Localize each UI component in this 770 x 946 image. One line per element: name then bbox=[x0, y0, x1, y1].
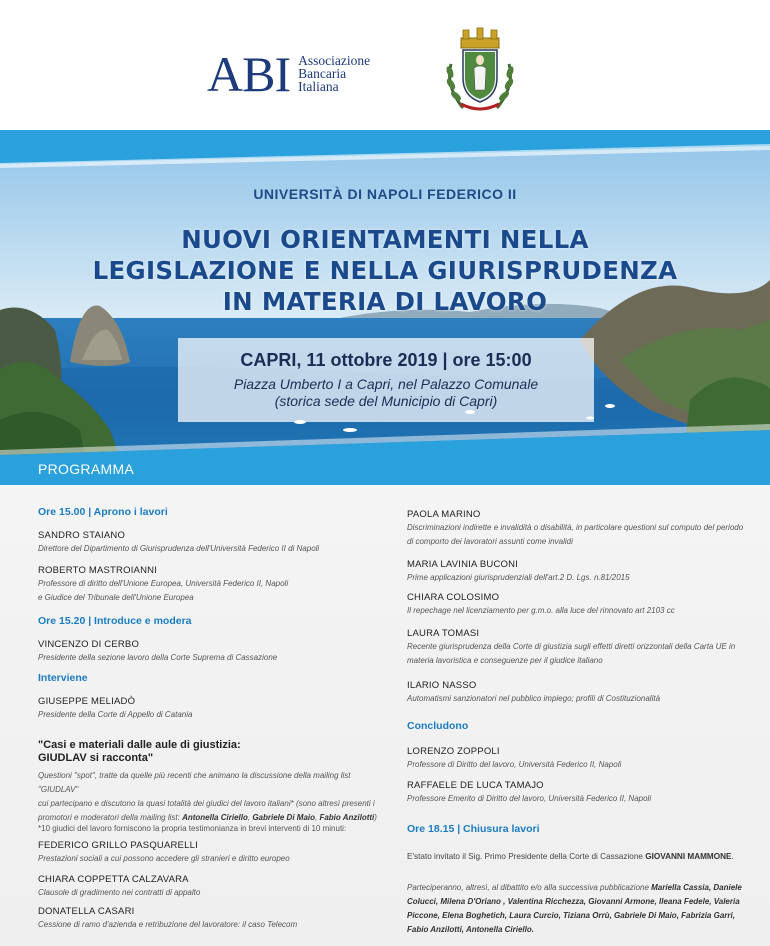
programma-heading: PROGRAMMA bbox=[38, 461, 135, 477]
judges-note: *10 giudici del lavoro forniscono la propria testimonianza in brevi interventi di 10 minuti: bbox=[38, 824, 347, 833]
speaker-role: Professore Emerito di Diritto del lavoro, Università Federico II, Napoli bbox=[407, 794, 652, 803]
participants-names: Fabio Anzilotti, Antonella Ciriello. bbox=[407, 925, 534, 934]
participants-line bbox=[407, 881, 747, 895]
section-concludono: Concludono bbox=[407, 720, 469, 732]
speaker-role: Presidente della sezione lavoro della Corte Suprema di Cassazione bbox=[38, 653, 278, 662]
event-info-box bbox=[178, 338, 594, 422]
speaker-role-line: e Giudice del Tribunale dell'Unione Europea bbox=[38, 593, 194, 602]
giudlav-heading-line2: GIUDLAV si racconta" bbox=[38, 752, 154, 764]
participants-names: Colucci, Milena D'Oriano , Valentina Ricchezza, Giovanni Armone, Ileana Fedele, Valeria bbox=[407, 897, 740, 906]
speaker-name: VINCENZO DI CERBO bbox=[38, 639, 140, 650]
speaker-topic-line: Discriminazioni indirette e invalidità o disabilità, in particolare questioni sul computo del periodo bbox=[407, 523, 744, 532]
event-title bbox=[0, 224, 770, 317]
capri-crest-icon bbox=[441, 24, 519, 116]
speaker-name: SANDRO STAIANO bbox=[38, 530, 126, 541]
moderator-name: Gabriele Di Maio bbox=[252, 813, 315, 822]
giudlav-heading-line1: "Casi e materiali dalle aule di giustizia: bbox=[38, 739, 241, 751]
event-place bbox=[178, 376, 594, 410]
speaker-topic bbox=[407, 521, 747, 549]
speaker-topic: Prestazioni sociali a cui possono accedere gli stranieri e diritto europeo bbox=[38, 854, 290, 863]
participants-names: Mariella Cassia, Daniele bbox=[651, 883, 742, 892]
abi-logo bbox=[207, 46, 371, 102]
speaker-topic: Automatismi sanzionatori nel pubblico impiego; profili di Costituzionalità bbox=[407, 694, 661, 703]
program-content bbox=[0, 485, 770, 946]
giudlav-heading bbox=[38, 739, 380, 765]
speaker-topic: Clausole di gradimento nei contratti di appalto bbox=[38, 888, 201, 897]
speaker-topic-line: materia lavoristica e conseguenze per il giudice italiano bbox=[407, 656, 603, 665]
speaker-topic: Cessione di ramo d'azienda e retribuzione del lavoratore: il caso Telecom bbox=[38, 920, 298, 929]
speaker-topic-line: di comporto dei lavoratori assunti come invalidi bbox=[407, 537, 573, 546]
speaker-topic: Prime applicazioni giurisprudenziali dell'art.2 D. Lgs. n.81/2015 bbox=[407, 573, 630, 582]
speaker-role: Presidente della Corte di Appello di Catania bbox=[38, 710, 193, 719]
abi-logo-line1: Associazione bbox=[298, 53, 371, 68]
participants-text bbox=[407, 881, 747, 937]
section-introduce: Ore 15.20 | Introduce e modera bbox=[38, 615, 192, 627]
hero-banner bbox=[0, 130, 770, 485]
speaker-role-line: Professore di diritto dell'Unione Europea, Università Federico II, Napoli bbox=[38, 579, 289, 588]
abi-logo-line2: Bancaria bbox=[298, 66, 347, 81]
abi-logo-text bbox=[298, 54, 370, 93]
event-place-line2: (storica sede del Municipio di Capri) bbox=[274, 393, 498, 409]
speaker-name: MARIA LAVINIA BUCONI bbox=[407, 559, 518, 570]
speaker-name: ROBERTO MASTROIANNI bbox=[38, 565, 158, 576]
speaker-role: Direttore del Dipartimento di Giurisprudenza dell'Università Federico II di Napoli bbox=[38, 544, 320, 553]
speaker-role: Professore di Diritto del lavoro, Università Federico II, Napoli bbox=[407, 760, 622, 769]
header bbox=[0, 0, 770, 130]
participants-names: Piccone, Elena Boghetich, Laura Curcio, Tiziana Orrù, Gabriele Di Maio, Fabrizia Garri, bbox=[407, 911, 735, 920]
abi-logo-line3: Italiana bbox=[298, 79, 339, 94]
invitation-suffix: . bbox=[731, 852, 734, 861]
speaker-role bbox=[38, 577, 380, 605]
speaker-name: CHIARA COLOSIMO bbox=[407, 592, 500, 603]
speaker-topic bbox=[407, 640, 747, 668]
event-date: CAPRI, 11 ottobre 2019 | ore 15:00 bbox=[240, 350, 532, 370]
giudlav-description bbox=[38, 769, 380, 825]
abi-logo-letters: ABI bbox=[207, 46, 291, 102]
invitation-text bbox=[407, 852, 747, 861]
giudlav-description-line: Questioni "spot", tratte da quelle più recenti che animano la discussione della mailing list "GIUDLAV" bbox=[38, 771, 351, 794]
speaker-name: LAURA TOMASI bbox=[407, 628, 480, 639]
closing-paren: ) bbox=[374, 813, 377, 822]
speaker-name: ILARIO NASSO bbox=[407, 680, 477, 691]
separator: , bbox=[315, 813, 320, 822]
section-opening: Ore 15.00 | Aprono i lavori bbox=[38, 506, 168, 518]
speaker-name: LORENZO ZOPPOLI bbox=[407, 746, 500, 757]
invited-name: GIOVANNI MAMMONE bbox=[645, 852, 732, 861]
speaker-name: RAFFAELE DE LUCA TAMAJO bbox=[407, 780, 544, 791]
event-place-line1: Piazza Umberto I a Capri, nel Palazzo Comunale bbox=[233, 376, 539, 392]
speaker-name: DONATELLA CASARI bbox=[38, 906, 135, 917]
event-title-line3: IN MATERIA DI LAVORO bbox=[222, 287, 548, 316]
speaker-name: GIUSEPPE MELIADÒ bbox=[38, 696, 136, 707]
event-title-line1: NUOVI ORIENTAMENTI NELLA bbox=[181, 225, 589, 254]
section-interviene: Interviene bbox=[38, 672, 88, 684]
speaker-name: FEDERICO GRILLO PASQUARELLI bbox=[38, 840, 198, 851]
university-name: UNIVERSITÀ DI NAPOLI FEDERICO II bbox=[253, 186, 517, 202]
moderator-name: Fabio Anzilotti bbox=[319, 813, 375, 822]
invitation-prefix: E'stato invitato il Sig. Primo Presidente della Corte di Cassazione bbox=[407, 852, 646, 861]
event-title-line2: LEGISLAZIONE E NELLA GIURISPRUDENZA bbox=[92, 256, 678, 285]
speaker-name: PAOLA MARINO bbox=[407, 509, 481, 520]
giudlav-description-text: promotori e moderatori della mailing list: bbox=[38, 813, 183, 822]
participants-prefix: Parteciperanno, altresì, al dibattito e/o alla successiva pubblicazione bbox=[407, 883, 652, 892]
section-closing: Ore 18.15 | Chiusura lavori bbox=[407, 823, 540, 835]
moderator-name: Antonella Ciriello bbox=[182, 813, 248, 822]
giudlav-description-line: cui partecipano e discutono la quasi totalità dei giudici del lavoro italiani* (sono altresì presenti i bbox=[38, 799, 375, 808]
speaker-topic: Il repechage nel licenziamento per g.m.o. alla luce del rinnovato art 2103 cc bbox=[407, 606, 675, 615]
speaker-name: CHIARA COPPETTA CALZAVARA bbox=[38, 874, 189, 885]
speaker-topic-line: Recente giurisprudenza della Corte di giustizia sugli effetti diretti orizzontali della Carta UE in bbox=[407, 642, 736, 651]
separator: , bbox=[247, 813, 253, 822]
